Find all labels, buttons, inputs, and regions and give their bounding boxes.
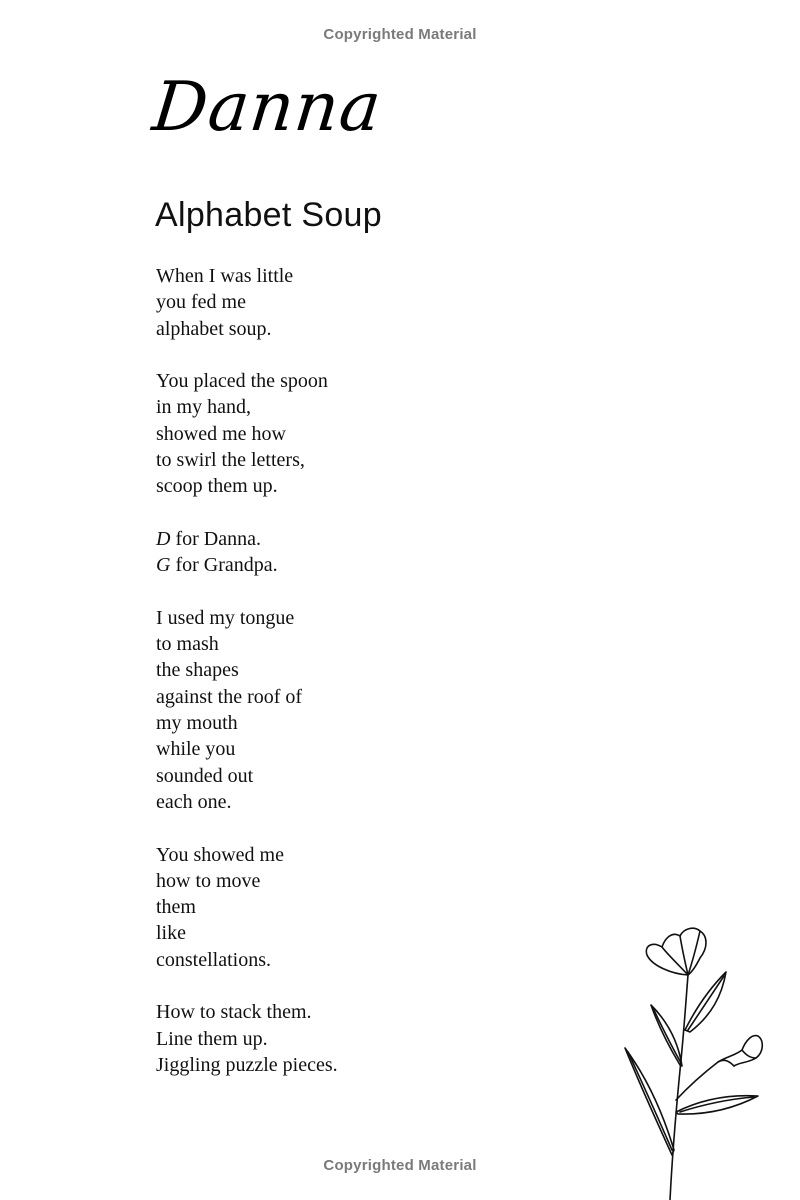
poem-line: When I was little	[156, 265, 294, 287]
poem-line: to swirl the letters,	[156, 449, 305, 472]
poem-line: scoop them up.	[156, 475, 278, 498]
poem-line: You placed the spoon	[156, 370, 328, 393]
poem-line	[156, 552, 338, 578]
poem-line: you fed me	[156, 291, 246, 314]
stanza	[156, 999, 338, 1078]
stanza	[156, 605, 338, 815]
poem-line: sounded out	[156, 764, 254, 787]
poem-line: Jiggling puzzle pieces.	[156, 1053, 338, 1076]
poem-title: Alphabet Soup	[155, 196, 382, 234]
stanza	[156, 368, 338, 499]
author-name: Danna	[148, 68, 386, 147]
line-text: for Grandpa.	[170, 554, 278, 577]
poem-line: my mouth	[156, 712, 238, 735]
poem-body	[156, 263, 338, 1105]
poem-line: them	[156, 896, 196, 919]
poem-line: like	[156, 922, 186, 945]
poem-line: how to move	[156, 869, 261, 892]
poem-line: while you	[156, 738, 236, 761]
poem-line: alphabet soup.	[156, 317, 272, 340]
poem-line: I used my tongue	[156, 606, 295, 629]
poem-line: constellations.	[156, 948, 271, 971]
poem-line: How to stack them.	[156, 1001, 312, 1024]
line-text: for Danna.	[170, 527, 261, 550]
italic-letter: D	[156, 527, 171, 550]
poem-line: against the roof of	[156, 685, 303, 708]
poem-line: showed me how	[156, 422, 286, 445]
poem-line: You showed me	[156, 843, 284, 866]
poem-line: Line them up.	[156, 1027, 268, 1050]
poem-line	[156, 526, 338, 552]
poem-line: each one.	[156, 790, 232, 813]
poem-line: to mash	[156, 633, 219, 656]
stanza	[156, 263, 338, 342]
copyright-watermark-bottom: Copyrighted Material	[323, 1157, 477, 1174]
poem-line: in my hand,	[156, 396, 251, 419]
italic-letter: G	[156, 554, 171, 577]
stanza	[156, 842, 338, 973]
poem-line: the shapes	[156, 659, 239, 682]
stanza	[156, 526, 338, 579]
copyright-watermark-top: Copyrighted Material	[323, 26, 477, 43]
